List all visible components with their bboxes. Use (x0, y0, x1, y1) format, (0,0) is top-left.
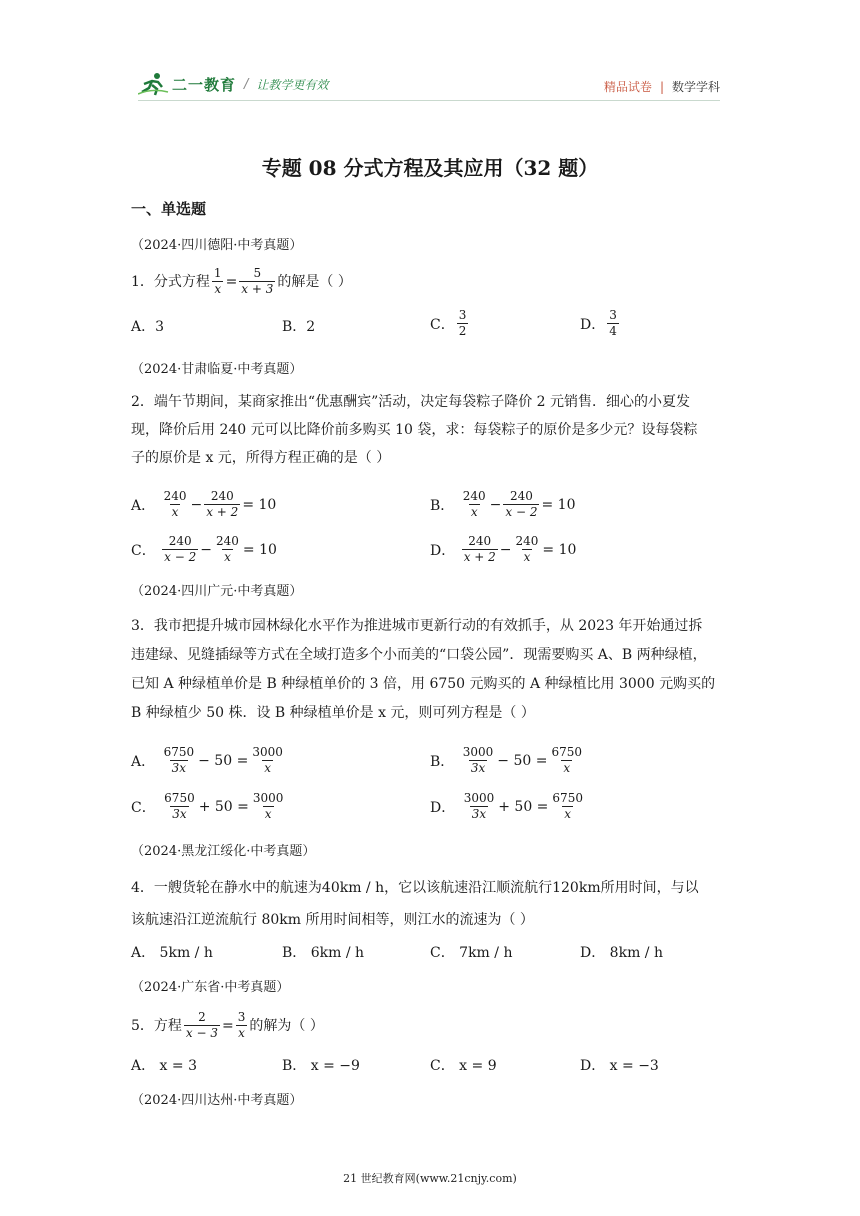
question-source: （2024·四川达州·中考真题） (131, 1093, 303, 1108)
question-3: 3．我市把提升城市园林绿化水平作为推进城市更新行动的有效抓手，从 2023 年开始通过拆 违建绿、见缝插绿等方式在全域打造多个小而美的“口袋公园”．现需要购买 A、B 两种绿植， 已知 A 种绿植单价是 B 种绿植单价的 3 倍，用 6750 元购买的 A 种绿植比用 3000 元购买的 B 种绿植少 50 株．设 B 种绿植单价是 x 元，则可列方程是（ ） (131, 618, 716, 721)
question-text: 1．分式方程 (131, 273, 210, 290)
option-d[interactable]: D． $\frac{3000}{3x}$ + 50 = $\frac{6750}{x}$ (430, 791, 583, 821)
header-tag: 精品试卷 (603, 80, 652, 94)
logo-slogan: 让教学更有效 (256, 77, 329, 92)
option-b[interactable]: B．2 (282, 319, 316, 335)
option-c[interactable]: C． x = 9 (430, 1058, 497, 1074)
logo (138, 72, 328, 96)
option-d[interactable]: D． $\frac{3}{4}$ (580, 308, 617, 338)
option-a[interactable]: A． 5km / h (131, 945, 213, 961)
fraction: $\frac{5}{x + 3}$ (241, 266, 274, 296)
question-source: （2024·四川广元·中考真题） (131, 584, 303, 599)
option-b[interactable]: B． $\frac{3000}{3x}$ − 50 = $\frac{6750}{x}$ (430, 745, 583, 775)
option-c[interactable]: C． $\frac{240}{x - 2}$ − $\frac{240}{x}$ = 10 (131, 534, 277, 564)
option-c[interactable]: C． 7km / h (430, 945, 513, 961)
question-1: 1．分式方程 $\frac{1}{x}$ = $\frac{5}{x + 3}$ 的解是（ ） (131, 266, 352, 296)
question-source: （2024·广东省·中考真题） (131, 980, 290, 995)
question-text: 的解是（ ） (277, 273, 352, 290)
question-text: 的解为（ ） (249, 1017, 324, 1034)
question-source: （2024·甘肃临夏·中考真题） (131, 362, 303, 377)
option-b[interactable]: B． 6km / h (282, 945, 365, 961)
question-source: （2024·四川德阳·中考真题） (131, 238, 303, 253)
option-a[interactable]: A． $\frac{240}{x}$ − $\frac{240}{x + 2}$ = 10 (131, 489, 277, 519)
header-rule (138, 100, 720, 101)
question-text: 5．方程 (131, 1017, 182, 1034)
question-source: （2024·黑龙江绥化·中考真题） (131, 844, 316, 859)
question-4: 4．一艘货轮在静水中的航速为40km / h，它以该航速沿江顺流航行120km所用时间，与以 该航速沿江逆流航行 80km 所用时间相等，则江水的流速为（ ） (131, 880, 699, 928)
page-header (138, 70, 720, 104)
option-a[interactable]: A．3 (131, 319, 165, 335)
option-d[interactable]: D． x = −3 (580, 1058, 659, 1074)
runner-logo-icon (138, 72, 170, 96)
question-5: 5．方程 $\frac{2}{x - 3}$ = $\frac{3}{x}$ 的解为（ ） (131, 1010, 324, 1040)
logo-text: 二一教育 (172, 75, 237, 94)
option-b[interactable]: B． x = −9 (282, 1058, 360, 1074)
option-d[interactable]: D． 8km / h (580, 945, 663, 961)
header-subject: 数学学科 (671, 80, 720, 94)
fraction: $\frac{1}{x}$ (213, 266, 222, 296)
option-b[interactable]: B． $\frac{240}{x}$ − $\frac{240}{x - 2}$ = 10 (430, 489, 576, 519)
option-c[interactable]: C． $\frac{3}{2}$ (430, 308, 467, 338)
option-a[interactable]: A． x = 3 (131, 1058, 197, 1074)
logo-separator: / (244, 76, 249, 92)
question-2: 2．端午节期间，某商家推出“优惠酬宾”活动，决定每袋粽子降价 2 元销售．细心的小夏发 现，降价后用 240 元可以比降价前多购买 10 袋，求：每袋粽子的原价是多少元？设每袋粽 子的原价是 x 元，所得方程正确的是（ ） (131, 394, 698, 466)
page-footer: 21 世纪教育网(www.21cnjy.com) (343, 1172, 517, 1185)
header-right (604, 78, 720, 95)
option-a[interactable]: A． $\frac{6750}{3x}$ − 50 = $\frac{3000}{x}$ (131, 745, 283, 775)
option-c[interactable]: C． $\frac{6750}{3x}$ + 50 = $\frac{3000}{x}$ (131, 791, 284, 821)
option-d[interactable]: D． $\frac{240}{x + 2}$ − $\frac{240}{x}$ = 10 (430, 534, 577, 564)
section-heading: 一、单选题 (131, 200, 207, 218)
page-title: 专题 08 分式方程及其应用（32 题） (261, 156, 599, 180)
header-divider: | (659, 80, 664, 94)
